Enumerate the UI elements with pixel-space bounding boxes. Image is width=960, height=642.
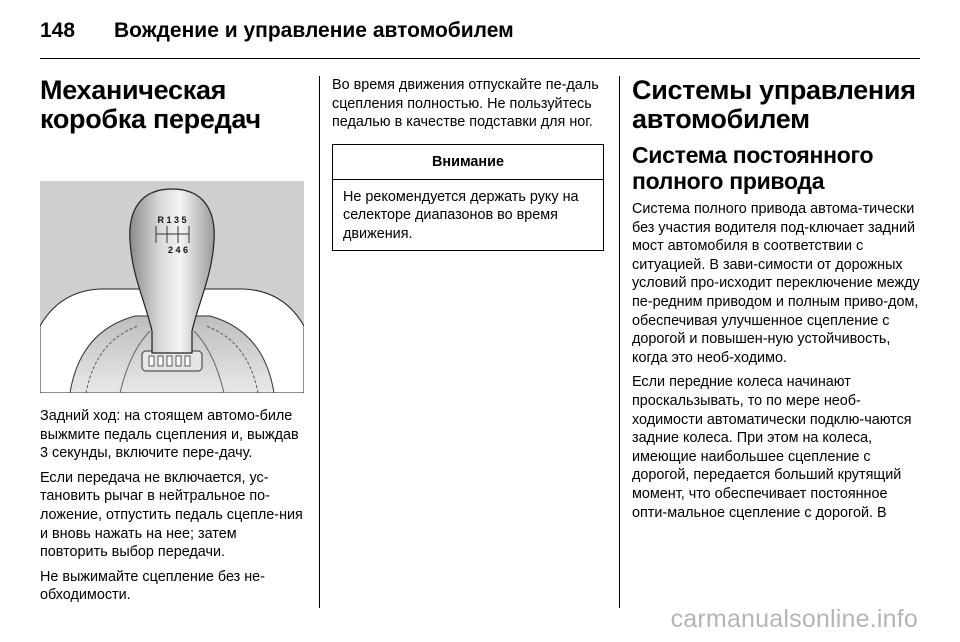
column-divider	[619, 76, 620, 608]
subheading-line: Система постоянного	[632, 142, 874, 168]
column-3	[632, 76, 922, 528]
caution-text: Не рекомендуется держать руку на селекторе диапазонов во время движения.	[343, 188, 579, 242]
shift-pattern-bottom: 2 4 6	[167, 245, 189, 255]
section-heading-manual-gearbox	[40, 76, 304, 134]
paragraph: Если передние колеса начинают проскальзывать, то по мере необ-ходимости автоматически подклю-чаются задние колеса. При этом на колеса, имеющие наибольшее сцепление с дорогой, передается больший крутящий момент, что обеспечивает постоянное опти-мальное сцепление с дорогой. В	[632, 374, 912, 521]
shift-pattern-top: R 1 3 5	[157, 215, 187, 225]
paragraph: Во время движения отпускайте пе-даль сцепления полностью. Не пользуйтесь педалью в качестве подставки для ног.	[332, 77, 599, 131]
paragraph: Не выжимайте сцепление без не-обходимости.	[40, 568, 265, 604]
section-heading-vehicle-control-systems	[632, 76, 922, 134]
header-rule	[40, 58, 920, 59]
running-title: Вождение и управление автомобилем	[114, 19, 514, 42]
column-2	[332, 76, 604, 251]
watermark: carmanualsonline.info	[670, 605, 918, 633]
paragraph: Если передача не включается, ус-тановить рычаг в нейтральное по-ложение, отпустить педаль сцепле-ния и вновь нажать на нее; затем повторить выбор передачи.	[40, 469, 303, 561]
caution-box	[332, 144, 604, 251]
column-divider	[319, 76, 320, 608]
subheading-awd	[632, 142, 922, 194]
heading-line: Системы управления	[632, 75, 916, 105]
caution-body	[333, 180, 603, 250]
paragraph: Система полного привода автома-тически без участия водителя под-ключает задний мост автомобиля в соответствии с ситуацией. В зави-симости от дорожных условий про-исходит переключение между пе-редним приводом и полным приво-дом, обеспечивая улучшенное сцепление с дорогой и повышен-ную устойчивость, когда это необ-ходимо.	[632, 201, 920, 366]
page-header	[40, 14, 514, 48]
caution-title: Внимание	[333, 145, 603, 180]
paragraph: Задний ход: на стоящем автомо-биле выжмите педаль сцепления и, выждав 3 секунды, включите пере-дачу.	[40, 408, 299, 462]
heading-line: коробка передач	[40, 104, 261, 134]
subheading-line: полного привода	[632, 168, 825, 194]
heading-line: Механическая	[40, 75, 227, 105]
heading-line: автомобилем	[632, 104, 810, 134]
page-number: 148	[40, 19, 76, 42]
column-1	[40, 76, 304, 611]
gear-shift-knob-illustration	[40, 181, 304, 393]
